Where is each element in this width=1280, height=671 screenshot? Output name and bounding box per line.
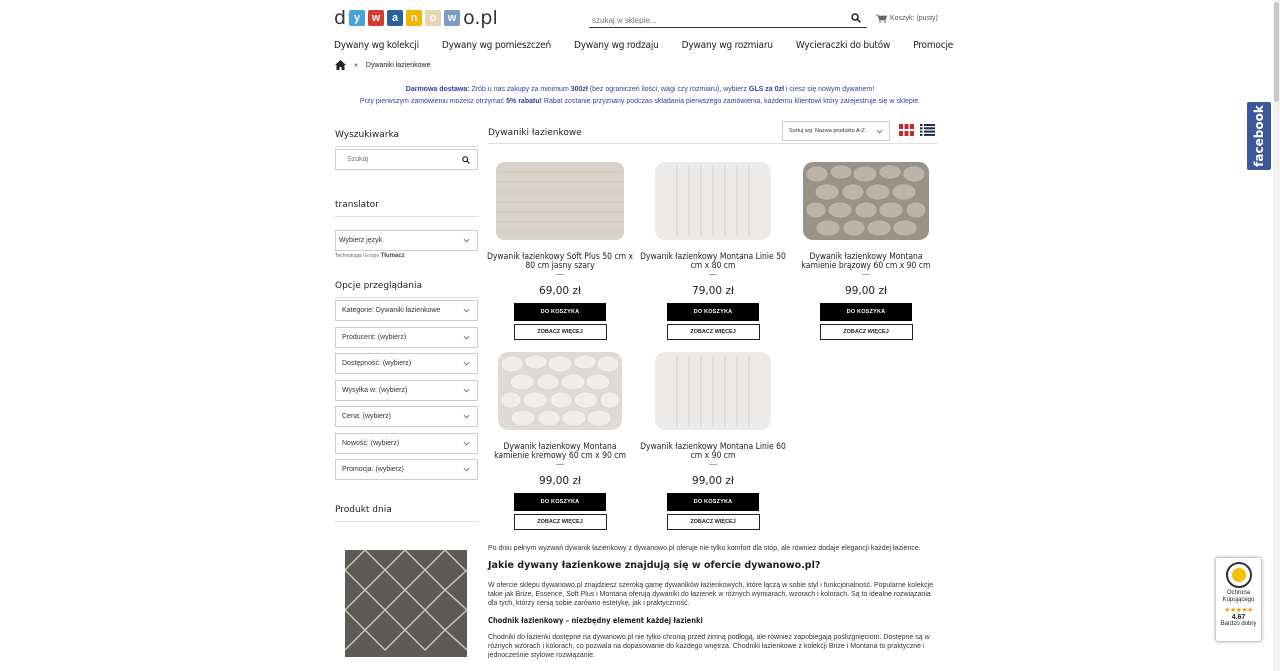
chevron-down-icon — [463, 307, 470, 314]
add-to-cart-button[interactable]: DO KOSZYKA — [514, 493, 606, 511]
google-translate-credit[interactable] — [335, 253, 405, 259]
breadcrumb-separator: » — [354, 61, 358, 69]
sort-select[interactable] — [782, 121, 890, 141]
logo-tile: w — [444, 10, 460, 26]
see-more-button[interactable]: ZOBACZ WIĘCEJ — [514, 324, 607, 340]
browse-options-title: Opcje przeglądania — [335, 281, 478, 298]
filter-label: Cena: (wybierz) — [342, 413, 392, 420]
product-price: 99,00 zł — [692, 475, 734, 487]
promo-text: Zrób u nas zakupy za minimum — [469, 86, 571, 93]
logo-tile: y — [349, 10, 365, 26]
description-subheading: Chodnik łazienkowy – niezbędny element każdej łazienki — [488, 616, 703, 625]
search-icon[interactable] — [462, 156, 470, 164]
see-more-button[interactable]: ZOBACZ WIĘCEJ — [820, 324, 913, 340]
nav-item-sizes[interactable]: Dywany wg rozmiaru — [681, 40, 773, 51]
see-more-button[interactable]: ZOBACZ WIĘCEJ — [667, 324, 760, 340]
product-name[interactable]: Dywanik łazienkowy Montana Linie 50 cm x 80 cm — [640, 252, 786, 271]
chevron-down-icon — [463, 387, 470, 394]
breadcrumb — [335, 60, 431, 70]
add-to-cart-button[interactable]: DO KOSZYKA — [667, 493, 759, 511]
logo-suffix: o.pl — [463, 7, 498, 29]
add-to-cart-button[interactable]: DO KOSZYKA — [667, 303, 759, 321]
filter-label: Nowość: (wybierz) — [342, 440, 400, 447]
filter-label: Wysyłka w: (wybierz) — [342, 387, 408, 394]
divider — [709, 274, 717, 275]
promo-text: Rabat zostanie przyznany podczas składania pierwszego zamówienia, każdemu klientowi który zarejestruje się w sklepie. — [541, 98, 921, 105]
nav-item-promotions[interactable]: Promocje — [913, 40, 954, 51]
sidebar-search-input[interactable] — [347, 156, 457, 163]
site-logo[interactable] — [334, 8, 498, 28]
badge-line-1: Ochrona — [1226, 590, 1250, 596]
product-price: 99,00 zł — [539, 475, 581, 487]
language-select[interactable] — [335, 230, 478, 251]
rating-label: Bardzo dobry — [1220, 621, 1257, 627]
description-intro: Po dniu pełnym wyzwań dywanik łazienkowy z dywanowo.pl oferuje nie tylko komfort dla stóp, ale również dodaje elegancji każdej łazience. — [488, 545, 921, 552]
product-price: 99,00 zł — [845, 285, 887, 297]
filter-promotion[interactable] — [335, 459, 478, 480]
description-paragraph: W ofercie sklepu dywanowo.pl znajdziesz szeroką gamę dywaników łazienkowych, które łączą w sobie styl i funkcjonalność. Popularne kolekcje takie jak Brize, Essence, Soft Plus i Montana oferują dywaniki do łazienek w różnych wymiarach, wzorach i kolorach. Są to idealne rozwiązania dla tych, którzy cenią sobie zarówno estetykę, jak i praktyczność. — [488, 582, 934, 607]
product-image[interactable] — [498, 352, 622, 430]
logo-tile: o — [425, 10, 441, 26]
filter-shipping[interactable] — [335, 380, 478, 401]
sort-select-value: Sortuj wg: Nazwa produktu A-Z — [789, 128, 865, 134]
filter-price[interactable] — [335, 406, 478, 427]
description-paragraph: Chodniki do łazienki dostępne na dywanowo.pl nie tylko chronią przed zimną podłogą, ale również zapobiegają poślizgnięciom. Dostępne są w różnych wzorach i kolorach, co pozwala na dopasowanie do każdego wnętrza. Chodniki łazienkowe z kolekcji Brize i Montana to praktyczne i jednocześnie stylowe rozwiązanie. — [488, 634, 930, 659]
badge-line-2: Kupującego — [1222, 597, 1255, 603]
search-icon[interactable] — [851, 13, 861, 23]
chevron-down-icon — [463, 440, 470, 447]
product-name[interactable]: Dywanik łazienkowy Montana Linie 60 cm x 90 cm — [640, 442, 786, 461]
sidebar-search-title: Wyszukiwarka — [335, 130, 478, 147]
logo-tile: w — [368, 10, 384, 26]
product-card — [485, 162, 635, 340]
product-name[interactable]: Dywanik łazienkowy Montana kamienie brązowy 60 cm x 90 cm — [801, 252, 931, 271]
list-view-icon[interactable] — [920, 124, 935, 136]
google-translate-prefix: Technologia — [335, 253, 362, 259]
main-nav — [334, 40, 976, 51]
product-name[interactable]: Dywanik łazienkowy Soft Plus 50 cm x 80 cm jasny szary — [487, 252, 633, 271]
nav-item-rooms[interactable]: Dywany wg pomieszczeń — [441, 40, 551, 51]
see-more-button[interactable]: ZOBACZ WIĘCEJ — [667, 514, 760, 530]
promo-free-delivery: Darmowa dostawa: — [405, 86, 470, 93]
promo-text: Przy pierwszym zamówieniu możesz otrzymać — [359, 98, 507, 105]
promo-gls: GLS za 0zł — [748, 86, 784, 93]
product-image[interactable] — [655, 162, 771, 240]
product-price: 79,00 zł — [692, 285, 734, 297]
cart-icon — [876, 14, 887, 23]
category-title: Dywaniki łazienkowe — [488, 128, 938, 144]
cart-label: Koszyk: (pusty) — [890, 15, 938, 22]
logo-tile: n — [406, 10, 422, 26]
scrollbar-thumb[interactable] — [1274, 2, 1279, 102]
product-image[interactable] — [803, 162, 929, 240]
promo-amount: 300zł — [570, 86, 588, 93]
chevron-down-icon — [463, 360, 470, 367]
chevron-down-icon — [876, 128, 883, 135]
filter-category[interactable] — [335, 300, 478, 321]
product-name[interactable]: Dywanik łazienkowy Montana kamienie kremowy 60 cm x 90 cm — [494, 442, 626, 461]
filter-new[interactable] — [335, 433, 478, 454]
nav-item-doormats[interactable]: Wycieraczki do butów — [795, 40, 891, 51]
promo-text: (bez ograniczeń ilości, wagi czy rozmiaru), wybierz — [587, 86, 749, 93]
header-search — [589, 10, 867, 28]
add-to-cart-button[interactable]: DO KOSZYKA — [514, 303, 606, 321]
nav-item-types[interactable]: Dywany wg rodzaju — [573, 40, 659, 51]
cart-link[interactable] — [876, 14, 938, 23]
divider — [556, 274, 564, 275]
chevron-down-icon — [463, 413, 470, 420]
product-of-day-image[interactable] — [345, 550, 467, 657]
divider — [709, 464, 717, 465]
divider — [556, 464, 564, 465]
product-image[interactable] — [655, 352, 771, 430]
product-card — [791, 162, 941, 340]
nav-item-collections[interactable]: Dywany wg kolekcji — [334, 40, 419, 51]
page-scrollbar[interactable] — [1273, 0, 1280, 671]
filter-label: Dostępność: (wybierz) — [342, 360, 412, 367]
google-logo-text: Google — [363, 253, 380, 259]
promo-text: i ciesz się nowym dywanem! — [783, 86, 875, 93]
trusted-shops-badge[interactable] — [1215, 557, 1262, 642]
promo-discount: 5% rabatu! — [506, 98, 542, 105]
filter-label: Producent: (wybierz) — [342, 334, 407, 341]
rating-score: 4.67 — [1231, 614, 1246, 621]
product-card — [485, 352, 635, 530]
product-of-day-title: Produkt dnia — [335, 505, 478, 522]
filter-availability[interactable] — [335, 353, 478, 374]
breadcrumb-current: Dywaniki łazienkowe — [365, 61, 431, 69]
divider — [862, 274, 870, 275]
facebook-label: facebook — [1252, 105, 1267, 167]
filter-producer[interactable] — [335, 327, 478, 348]
promo-line-1 — [0, 86, 1280, 93]
header-search-input[interactable] — [589, 12, 839, 29]
add-to-cart-button[interactable]: DO KOSZYKA — [820, 303, 912, 321]
product-card — [638, 352, 788, 530]
home-icon[interactable] — [335, 60, 346, 70]
translator-title: translator — [335, 200, 478, 217]
product-image[interactable] — [496, 162, 624, 240]
facebook-widget-tab[interactable] — [1247, 102, 1271, 170]
product-price: 69,00 zł — [539, 285, 581, 297]
filter-label: Kategorie: Dywaniki łazienkowe — [342, 307, 441, 314]
language-select-value: Wybierz język — [339, 237, 383, 244]
filter-label: Promocja: (wybierz) — [342, 466, 404, 473]
chevron-down-icon — [463, 466, 470, 473]
see-more-button[interactable]: ZOBACZ WIĘCEJ — [514, 514, 607, 530]
chevron-down-icon — [463, 237, 470, 244]
chevron-down-icon — [463, 334, 470, 341]
logo-tile: a — [387, 10, 403, 26]
rating-stars: ★★★★★ — [1224, 607, 1253, 614]
logo-prefix: d — [334, 7, 347, 29]
google-translate-label: Tłumacz — [380, 253, 405, 259]
product-card — [638, 162, 788, 340]
trust-seal-icon — [1226, 562, 1252, 588]
sidebar-search — [335, 149, 478, 170]
grid-view-icon[interactable] — [899, 124, 914, 136]
promo-line-2 — [0, 98, 1280, 105]
description-heading: Jakie dywany łazienkowe znajdują się w ofercie dywanowo.pl? — [488, 560, 821, 571]
